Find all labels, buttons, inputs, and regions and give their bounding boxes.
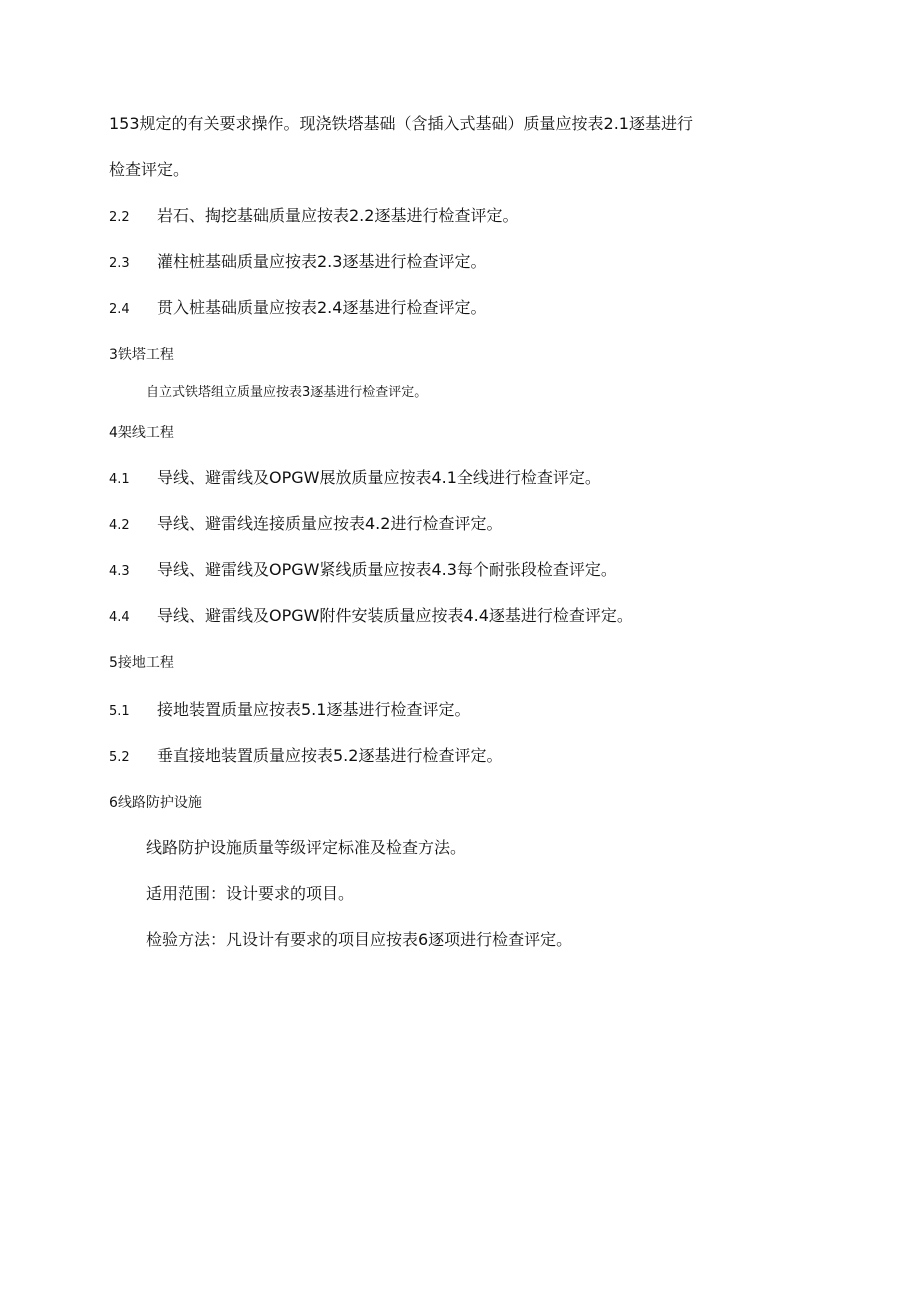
section-heading-3: 3铁塔工程 (109, 347, 174, 363)
item-number: 5.2 (109, 750, 130, 765)
section-6-paragraph: 检验方法：凡设计有要求的项目应按表6逐项进行检查评定。 (146, 930, 573, 949)
intro-line-2: 检查评定。 (109, 160, 190, 179)
item-text: 贯入桩基础质量应按表2.4逐基进行检查评定。 (157, 298, 487, 317)
list-item (109, 252, 486, 274)
item-number: 2.3 (109, 256, 130, 271)
list-item (109, 560, 617, 582)
section-3-body: 自立式铁塔组立质量应按表3逐基进行检查评定。 (146, 385, 428, 400)
item-number: 4.4 (109, 610, 130, 625)
list-item (109, 298, 486, 320)
item-number: 5.1 (109, 704, 130, 719)
section-heading-6: 6线路防护设施 (109, 795, 202, 811)
item-number: 2.2 (109, 210, 130, 225)
item-text: 导线、避雷线及OPGW展放质量应按表4.1全线进行检查评定。 (157, 468, 601, 487)
item-text: 岩石、掏挖基础质量应按表2.2逐基进行检查评定。 (157, 206, 519, 225)
item-number: 4.2 (109, 518, 130, 533)
list-item (109, 468, 601, 490)
item-text: 垂直接地装置质量应按表5.2逐基进行检查评定。 (157, 746, 503, 765)
list-item (109, 206, 518, 228)
item-text: 接地装置质量应按表5.1逐基进行检查评定。 (157, 700, 471, 719)
item-number: 4.3 (109, 564, 130, 579)
list-item (109, 606, 633, 628)
list-item (109, 700, 470, 722)
section-6-paragraph: 适用范围：设计要求的项目。 (146, 884, 355, 903)
item-text: 导线、避雷线及OPGW附件安装质量应按表4.4逐基进行检查评定。 (157, 606, 633, 625)
item-text: 导线、避雷线连接质量应按表4.2进行检查评定。 (157, 514, 503, 533)
list-item (109, 514, 502, 536)
item-text: 灌柱桩基础质量应按表2.3逐基进行检查评定。 (157, 252, 487, 271)
item-number: 4.1 (109, 472, 130, 487)
section-6-paragraph: 线路防护设施质量等级评定标准及检查方法。 (146, 838, 467, 857)
intro-line-1: 153规定的有关要求操作。现浇铁塔基础（含插入式基础）质量应按表2.1逐基进行 (109, 114, 693, 133)
list-item (109, 746, 502, 768)
section-heading-5: 5接地工程 (109, 655, 174, 671)
section-heading-4: 4架线工程 (109, 425, 174, 441)
item-number: 2.4 (109, 302, 130, 317)
item-text: 导线、避雷线及OPGW紧线质量应按表4.3每个耐张段检查评定。 (157, 560, 617, 579)
